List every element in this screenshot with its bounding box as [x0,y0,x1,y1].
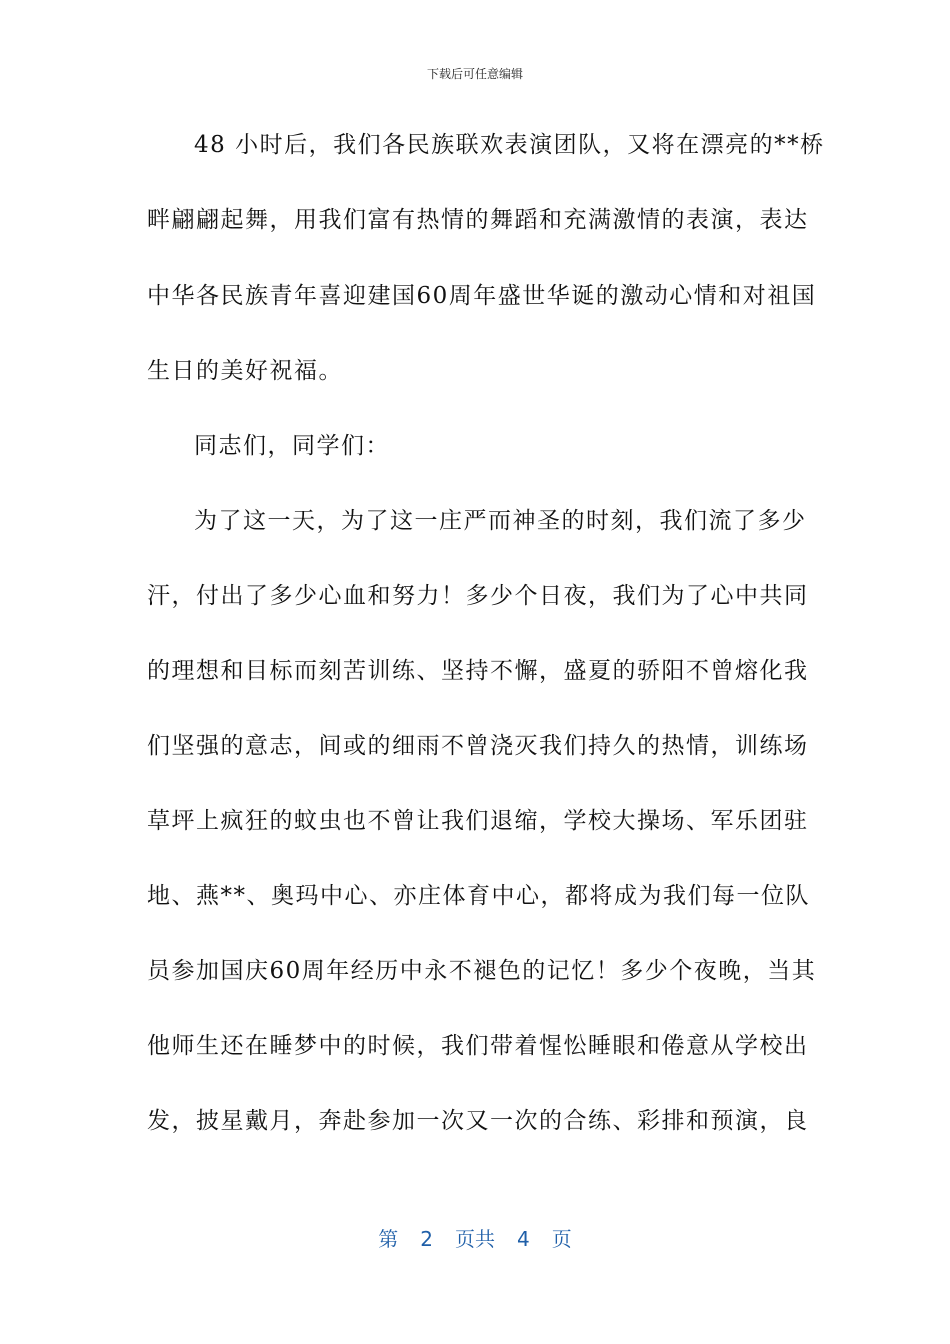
page-footer [0,1225,950,1253]
paragraph-line: 生日的美好祝福。 [147,358,343,384]
footer-prefix: 第 [378,1227,399,1251]
footer-suffix: 页 [551,1227,572,1251]
paragraph-line: 为了这一天，为了这一庄严而神圣的时刻，我们流了多少 [194,508,807,534]
paragraph-line: 草坪上疯狂的蚊虫也不曾让我们退缩，学校大操场、军乐团驻 [147,808,809,834]
footer-middle: 页共 [455,1227,495,1251]
paragraph-line: 他师生还在睡梦中的时候，我们带着惺忪睡眼和倦意从学校出 [147,1033,809,1059]
salutation-line: 同志们，同学们： [194,433,390,459]
footer-total-pages: 4 [517,1227,530,1251]
footer-page-number: 2 [420,1227,433,1251]
paragraph-line: 48 小时后，我们各民族联欢表演团队，又将在漂亮的**桥 [194,132,825,158]
paragraph-line: 汗，付出了多少心血和努力！多少个日夜，我们为了心中共同 [147,583,809,609]
paragraph-line: 员参加国庆60周年经历中永不褪色的记忆！多少个夜晚，当其 [147,958,817,984]
paragraph-line: 发，披星戴月，奔赴参加一次又一次的合练、彩排和预演，良 [147,1108,809,1134]
paragraph-line: 地、燕**、奥玛中心、亦庄体育中心，都将成为我们每一位队 [147,883,810,909]
paragraph-line: 们坚强的意志，间或的细雨不曾浇灭我们持久的热情，训练场 [147,733,809,759]
paragraph-line: 中华各民族青年喜迎建国60周年盛世华诞的激动心情和对祖国 [147,283,817,309]
paragraph-line: 的理想和目标而刻苦训练、坚持不懈，盛夏的骄阳不曾熔化我 [147,658,809,684]
page-header: 下载后可任意编辑 [426,67,523,81]
paragraph-line: 畔翩翩起舞，用我们富有热情的舞蹈和充满激情的表演，表达 [147,207,809,233]
